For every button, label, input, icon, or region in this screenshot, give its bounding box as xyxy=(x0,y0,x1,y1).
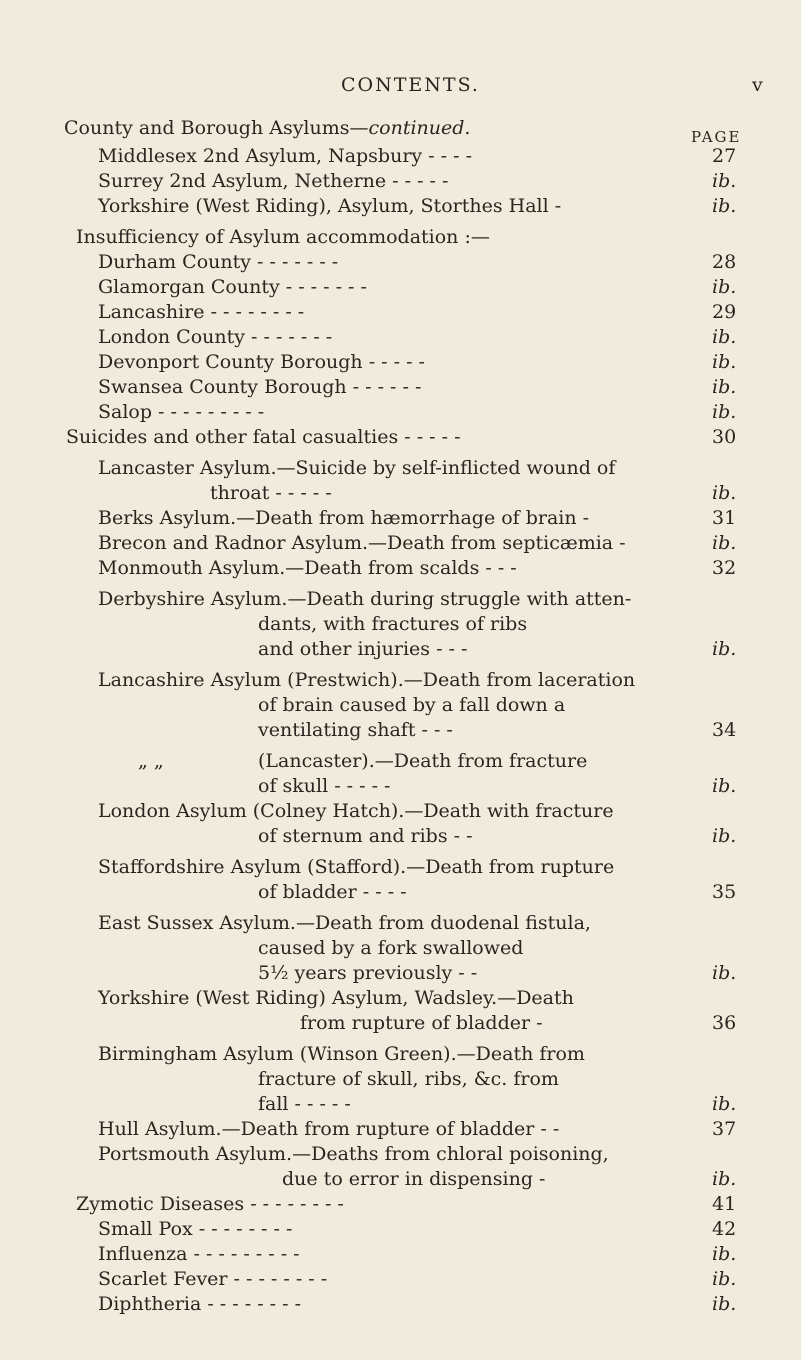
entry-label: Swansea County Borough - - - - - - xyxy=(98,376,422,398)
entry-label: dants, with fractures of ribs xyxy=(258,613,528,635)
entry-page: 37 xyxy=(712,1118,737,1140)
toc-entry-continuation xyxy=(0,612,801,637)
toc-entry xyxy=(0,144,801,169)
entry-label: Surrey 2nd Asylum, Netherne - - - - - xyxy=(98,170,449,192)
entry-label: London County - - - - - - - xyxy=(98,326,333,348)
entry-label: ventilating shaft - - - xyxy=(258,719,453,741)
entry-label: of brain caused by a fall down a xyxy=(258,694,566,716)
entry-label: and other injuries - - - xyxy=(258,638,468,660)
entry-label: County and Borough Asylums— xyxy=(64,117,369,139)
entry-page: ib. xyxy=(712,1293,737,1315)
toc-entry-continuation xyxy=(0,1092,801,1117)
entry-label: Diphtheria - - - - - - - - xyxy=(98,1293,301,1315)
entry-label: Staffordshire Asylum (Stafford).—Death from rupture xyxy=(98,856,615,878)
toc-entry xyxy=(0,194,801,219)
toc-entry-continuation xyxy=(0,1011,801,1036)
toc-entry xyxy=(0,911,801,936)
entry-label: Brecon and Radnor Asylum.—Death from septicæmia - xyxy=(98,532,626,554)
toc-entry xyxy=(0,1267,801,1292)
toc-entry xyxy=(0,1117,801,1142)
entry-label: Berks Asylum.—Death from hæmorrhage of brain - xyxy=(98,507,590,529)
toc-entry xyxy=(0,275,801,300)
toc-entry xyxy=(0,749,801,774)
entry-label: Insufficiency of Asylum accommodation :— xyxy=(76,226,490,248)
entry-page: 30 xyxy=(712,426,737,448)
entry-page: ib. xyxy=(712,276,737,298)
toc-entry-continuation xyxy=(0,880,801,905)
entry-label: Glamorgan County - - - - - - - xyxy=(98,276,367,298)
entry-label: Suicides and other fatal casualties - - - - - xyxy=(66,426,461,448)
entry-label: Lancashire Asylum (Prestwich).—Death from laceration xyxy=(98,669,636,691)
page-number: v xyxy=(752,74,763,96)
toc-entry xyxy=(0,668,801,693)
toc-entry xyxy=(0,375,801,400)
entry-label: Lancaster Asylum.—Suicide by self-inflicted wound of xyxy=(98,457,616,479)
entry-page: 35 xyxy=(712,881,737,903)
entry-page: ib. xyxy=(712,170,737,192)
entry-page: ib. xyxy=(712,1243,737,1265)
entry-label: caused by a fork swallowed xyxy=(258,937,524,959)
contents-list xyxy=(0,116,801,1317)
toc-entry xyxy=(0,1292,801,1317)
entry-page: ib. xyxy=(712,1268,737,1290)
entry-label: of sternum and ribs - - xyxy=(258,825,473,847)
toc-entry xyxy=(0,169,801,194)
entry-label: East Sussex Asylum.—Death from duodenal fistula, xyxy=(98,912,591,934)
entry-label: fracture of skull, ribs, &c. from xyxy=(258,1068,559,1090)
entry-page: 34 xyxy=(712,719,737,741)
entry-page: ib. xyxy=(712,825,737,847)
entry-label: London Asylum (Colney Hatch).—Death with fracture xyxy=(98,800,614,822)
entry-page: ib. xyxy=(712,532,737,554)
entry-page: 29 xyxy=(712,301,737,323)
toc-entry-continuation xyxy=(0,693,801,718)
entry-label: of bladder - - - - xyxy=(258,881,407,903)
toc-entry xyxy=(0,587,801,612)
entry-label: Hull Asylum.—Death from rupture of bladder - - xyxy=(98,1118,560,1140)
entry-label: Lancashire - - - - - - - - xyxy=(98,301,305,323)
toc-entry-continuation xyxy=(0,1067,801,1092)
toc-entry xyxy=(0,1042,801,1067)
entry-page: ib. xyxy=(712,1093,737,1115)
entry-label: Scarlet Fever - - - - - - - - xyxy=(98,1268,328,1290)
entry-page: ib. xyxy=(712,775,737,797)
entry-label: Salop - - - - - - - - - xyxy=(98,401,265,423)
entry-label: Yorkshire (West Riding), Asylum, Storthes Hall - xyxy=(98,195,562,217)
toc-entry-continuation xyxy=(0,718,801,743)
entry-label: Small Pox - - - - - - - - xyxy=(98,1218,293,1240)
entry-label: throat - - - - - xyxy=(210,482,332,504)
entry-label: 5½ years previously - - xyxy=(258,962,478,984)
entry-page: ib. xyxy=(712,351,737,373)
entry-page: ib. xyxy=(712,195,737,217)
entry-label: Durham County - - - - - - - xyxy=(98,251,339,273)
entry-page: ib. xyxy=(712,401,737,423)
toc-entry xyxy=(0,986,801,1011)
toc-entry xyxy=(0,531,801,556)
toc-entry-continuation xyxy=(0,824,801,849)
toc-entry xyxy=(0,799,801,824)
toc-entry xyxy=(0,556,801,581)
toc-section-heading xyxy=(0,1192,801,1217)
entry-label: Monmouth Asylum.—Death from scalds - - - xyxy=(98,557,517,579)
entry-page: ib. xyxy=(712,962,737,984)
toc-entry xyxy=(0,116,801,144)
entry-label: Yorkshire (West Riding) Asylum, Wadsley.—Death xyxy=(98,987,574,1009)
toc-entry xyxy=(0,1242,801,1267)
toc-entry-continuation xyxy=(0,481,801,506)
entry-label: Influenza - - - - - - - - - xyxy=(98,1243,300,1265)
entry-page: 27 xyxy=(712,145,737,167)
entry-label: Zymotic Diseases - - - - - - - - xyxy=(76,1193,344,1215)
page-header xyxy=(0,74,801,104)
entry-label: Devonport County Borough - - - - - xyxy=(98,351,425,373)
entry-page: 28 xyxy=(712,251,737,273)
entry-page: 42 xyxy=(712,1218,737,1240)
ditto-marks: „ „ xyxy=(138,750,164,772)
toc-entry-continuation xyxy=(0,774,801,799)
entry-page: ib. xyxy=(712,326,737,348)
toc-entry xyxy=(0,855,801,880)
entry-label: Middlesex 2nd Asylum, Napsbury - - - - xyxy=(98,145,472,167)
page-title: CONTENTS. xyxy=(341,74,480,96)
entry-label: fall - - - - - xyxy=(258,1093,351,1115)
entry-label-continued: continued. xyxy=(368,117,471,139)
entry-page: 31 xyxy=(712,507,737,529)
entry-label: from rupture of bladder - xyxy=(300,1012,543,1034)
toc-entry-continuation xyxy=(0,936,801,961)
page-column-heading: PAGE xyxy=(691,128,742,146)
entry-page: ib. xyxy=(712,1168,737,1190)
entry-label: Birmingham Asylum (Winson Green).—Death from xyxy=(98,1043,585,1065)
entry-page: 32 xyxy=(712,557,737,579)
toc-section-heading xyxy=(0,225,801,250)
entry-page: ib. xyxy=(712,376,737,398)
entry-page: ib. xyxy=(712,638,737,660)
entry-page: 36 xyxy=(712,1012,737,1034)
entry-label: due to error in dispensing - xyxy=(282,1168,546,1190)
entry-label: Derbyshire Asylum.—Death during struggle with atten- xyxy=(98,588,632,610)
toc-entry xyxy=(0,456,801,481)
entry-page: ib. xyxy=(712,482,737,504)
entry-label: Portsmouth Asylum.—Deaths from chloral poisoning, xyxy=(98,1143,609,1165)
toc-entry xyxy=(0,250,801,275)
entry-label: (Lancaster).—Death from fracture xyxy=(258,750,588,772)
toc-entry xyxy=(0,400,801,425)
toc-section-heading xyxy=(0,425,801,450)
toc-entry xyxy=(0,506,801,531)
toc-entry xyxy=(0,300,801,325)
toc-entry xyxy=(0,325,801,350)
toc-entry-continuation xyxy=(0,961,801,986)
toc-entry-continuation xyxy=(0,637,801,662)
entry-label: of skull - - - - - xyxy=(258,775,391,797)
toc-entry xyxy=(0,1142,801,1167)
toc-entry xyxy=(0,350,801,375)
toc-entry-continuation xyxy=(0,1167,801,1192)
toc-entry xyxy=(0,1217,801,1242)
entry-page: 41 xyxy=(712,1193,737,1215)
